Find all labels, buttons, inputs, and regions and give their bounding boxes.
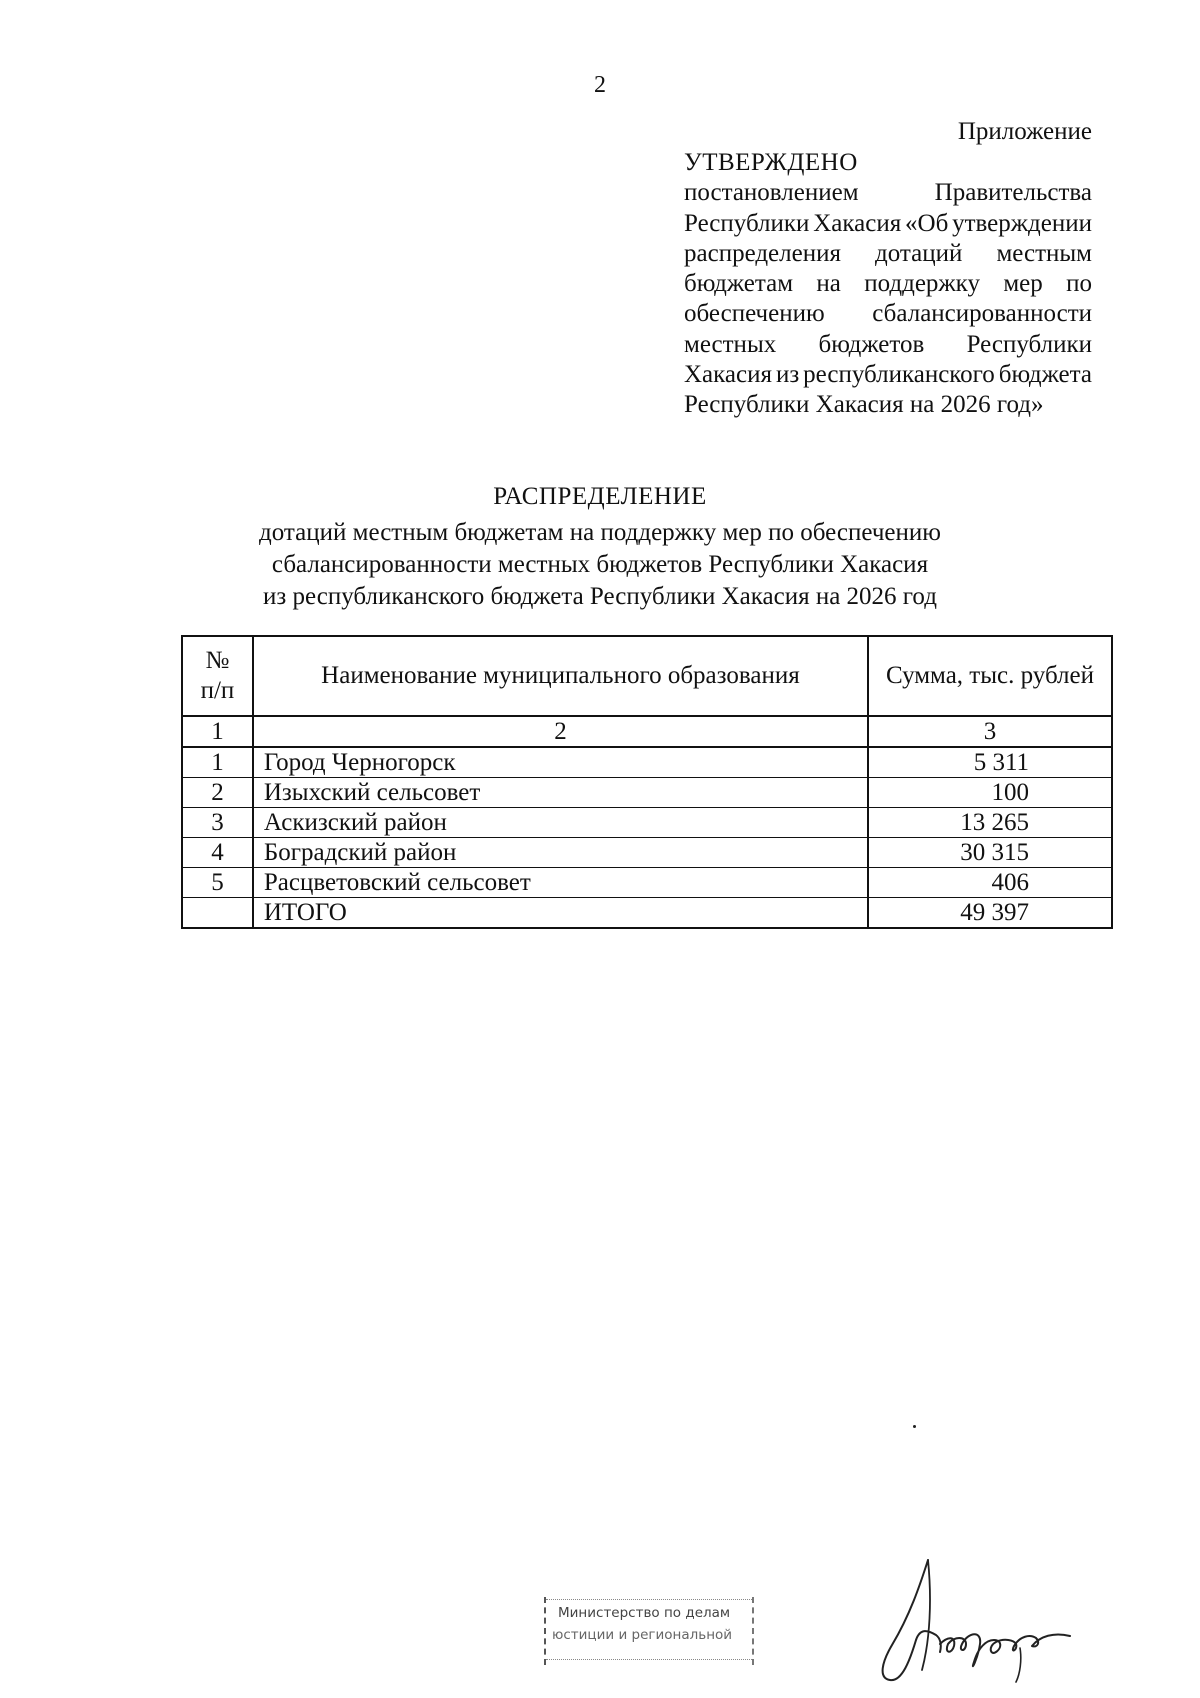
header-sum: Сумма, тыс. рублей <box>868 636 1112 716</box>
approval-line <box>684 209 1092 239</box>
stamp-line: Министерство по делам <box>558 1605 731 1621</box>
approval-word: дотаций <box>875 239 963 267</box>
ministry-stamp <box>544 1597 754 1665</box>
approval-word: по <box>1066 270 1092 298</box>
approval-word: из <box>775 361 800 389</box>
table-row <box>182 838 1112 868</box>
header-num-symbol: № <box>205 647 230 674</box>
document-subtitle <box>0 517 1200 613</box>
subtitle-line: из республиканского бюджета Республики Хакасия на 2026 год <box>263 583 937 610</box>
approval-word: республиканского <box>803 361 995 389</box>
distribution-table <box>181 635 1113 929</box>
approval-word: поддержку <box>864 270 980 298</box>
approval-line <box>684 178 1092 208</box>
row-name: Изыхский сельсовет <box>253 778 868 808</box>
row-num: 1 <box>182 747 253 778</box>
header-name: Наименование муниципального образования <box>253 636 868 716</box>
table-row <box>182 778 1112 808</box>
total-sum <box>868 898 1112 929</box>
approval-word: утверждении <box>952 209 1092 237</box>
total-sum-value: 49 397 <box>960 899 1030 926</box>
approval-word: постановлением <box>684 179 859 207</box>
row-sum-value: 13 265 <box>960 809 1030 836</box>
document-title: РАСПРЕДЕЛЕНИЕ <box>493 483 707 510</box>
table-row <box>182 868 1112 898</box>
approval-word: сбалансированности <box>872 300 1092 328</box>
page-number: 2 <box>594 72 606 98</box>
stray-dot <box>913 1425 916 1428</box>
row-sum-value: 5 311 <box>973 749 1030 776</box>
column-number: 1 <box>182 716 253 747</box>
row-sum <box>868 778 1112 808</box>
header-num <box>182 636 253 716</box>
signature <box>870 1540 1100 1690</box>
approval-word: бюджетов <box>818 330 925 358</box>
subtitle-line: дотаций местным бюджетам на поддержку мер по обеспечению <box>259 519 941 546</box>
approval-line <box>684 360 1092 390</box>
table-header-row <box>182 636 1112 716</box>
approval-word: обеспечению <box>684 300 825 328</box>
approval-word: местных <box>684 330 777 358</box>
row-sum <box>868 808 1112 838</box>
approval-word: Хакасия <box>813 209 902 237</box>
row-name: Город Черногорск <box>253 747 868 778</box>
column-number: 2 <box>253 716 868 747</box>
approval-word: мер <box>1003 270 1043 298</box>
row-name: Боградский район <box>253 838 868 868</box>
approval-word: Хакасия <box>684 361 772 389</box>
column-number-row <box>182 716 1112 747</box>
approval-word: Республики <box>966 330 1092 358</box>
row-num: 4 <box>182 838 253 868</box>
row-sum <box>868 747 1112 778</box>
approval-line <box>684 330 1092 360</box>
header-num-label: п/п <box>200 677 235 704</box>
total-label: ИТОГО <box>253 898 868 929</box>
approval-word: бюджета <box>998 361 1092 389</box>
approval-line <box>684 269 1092 299</box>
approval-word: «Об <box>905 209 949 237</box>
approval-text <box>684 178 1092 390</box>
approval-title: УТВЕРЖДЕНО <box>684 149 858 176</box>
row-num: 3 <box>182 808 253 838</box>
row-sum <box>868 868 1112 898</box>
approval-block <box>684 148 1092 421</box>
appendix-label: Приложение <box>957 118 1092 145</box>
subtitle-line: сбалансированности местных бюджетов Республики Хакасия <box>271 551 929 578</box>
table-total-row <box>182 898 1112 929</box>
total-num <box>182 898 253 929</box>
approval-line <box>684 299 1092 329</box>
table-row <box>182 808 1112 838</box>
stamp-line: юстиции и региональной <box>552 1627 733 1643</box>
approval-word: бюджетам <box>684 270 794 298</box>
column-number: 3 <box>868 716 1112 747</box>
row-sum <box>868 838 1112 868</box>
row-sum-value: 30 315 <box>960 839 1030 866</box>
approval-line <box>684 239 1092 269</box>
row-num: 5 <box>182 868 253 898</box>
row-name: Аскизский район <box>253 808 868 838</box>
table-row <box>182 747 1112 778</box>
row-sum-value: 406 <box>991 869 1030 896</box>
approval-last-line: Республики Хакасия на 2026 год» <box>684 391 1044 419</box>
approval-word: Республики <box>684 209 810 237</box>
row-name: Расцветовский сельсовет <box>253 868 868 898</box>
row-sum-value: 100 <box>991 779 1030 806</box>
stamp-rule <box>546 1599 752 1600</box>
approval-word: на <box>816 270 841 298</box>
stamp-rule <box>546 1659 752 1660</box>
row-num: 2 <box>182 778 253 808</box>
approval-word: распределения <box>684 239 841 267</box>
approval-word: Правительства <box>934 179 1092 207</box>
approval-word: местным <box>996 239 1092 267</box>
